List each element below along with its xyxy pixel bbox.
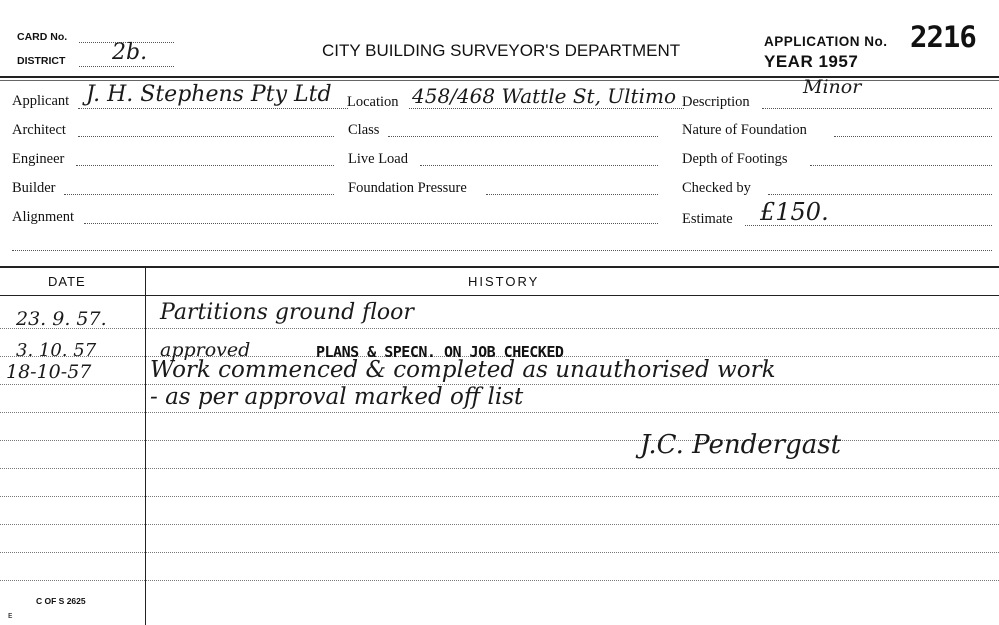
nature-label: Nature of Foundation — [682, 122, 807, 138]
builder-label: Builder — [12, 180, 56, 196]
class-label: Class — [348, 122, 380, 138]
applicant-label: Applicant — [12, 93, 70, 109]
row-4-history: - as per approval marked off list — [150, 384, 524, 410]
row-1-history: Partitions ground floor — [160, 300, 414, 325]
row-1-date: 23. 9. 57. — [16, 308, 107, 330]
signature: J.C. Pendergast — [640, 430, 842, 460]
department-title: CITY BUILDING SURVEYOR'S DEPARTMENT — [322, 41, 681, 60]
alignment-label: Alignment — [12, 209, 75, 225]
plans-checked-stamp: PLANS & SPECN. ON JOB CHECKED — [316, 343, 564, 361]
description-label: Description — [682, 94, 750, 110]
depth-label: Depth of Footings — [682, 151, 788, 167]
application-number: 2216 — [910, 20, 976, 54]
location-label: Location — [347, 94, 399, 110]
pressure-label: Foundation Pressure — [348, 180, 467, 196]
live-load-label: Live Load — [348, 151, 408, 167]
row-3-history: Work commenced & completed as unauthorised work — [150, 357, 776, 383]
estimate-value: £150. — [760, 198, 829, 226]
application-label: APPLICATION No. — [764, 34, 888, 49]
description-value: Minor — [803, 76, 862, 98]
estimate-label: Estimate — [682, 211, 733, 227]
date-header: DATE — [48, 274, 86, 289]
row-3-date: 18-10-57 — [6, 361, 92, 383]
checked-by-label: Checked by — [682, 180, 751, 196]
district-value: 2b. — [112, 40, 148, 65]
row-2-history: approved — [160, 339, 251, 361]
card-no-label: CARD No. — [17, 31, 68, 43]
year-label: YEAR 1957 — [764, 52, 859, 71]
history-header: HISTORY — [468, 274, 540, 289]
form-code: C OF S 2625 — [36, 596, 86, 606]
row-2-date: 3. 10. 57 — [16, 340, 97, 361]
table-top-rule — [0, 266, 999, 268]
applicant-value: J. H. Stephens Pty Ltd — [86, 82, 332, 107]
architect-label: Architect — [12, 122, 66, 138]
engineer-label: Engineer — [12, 151, 65, 167]
district-label: DISTRICT — [17, 55, 66, 67]
column-divider — [145, 266, 146, 625]
location-value: 458/468 Wattle St, Ultimo — [412, 84, 676, 108]
corner-mark: ᴇ — [8, 610, 13, 620]
